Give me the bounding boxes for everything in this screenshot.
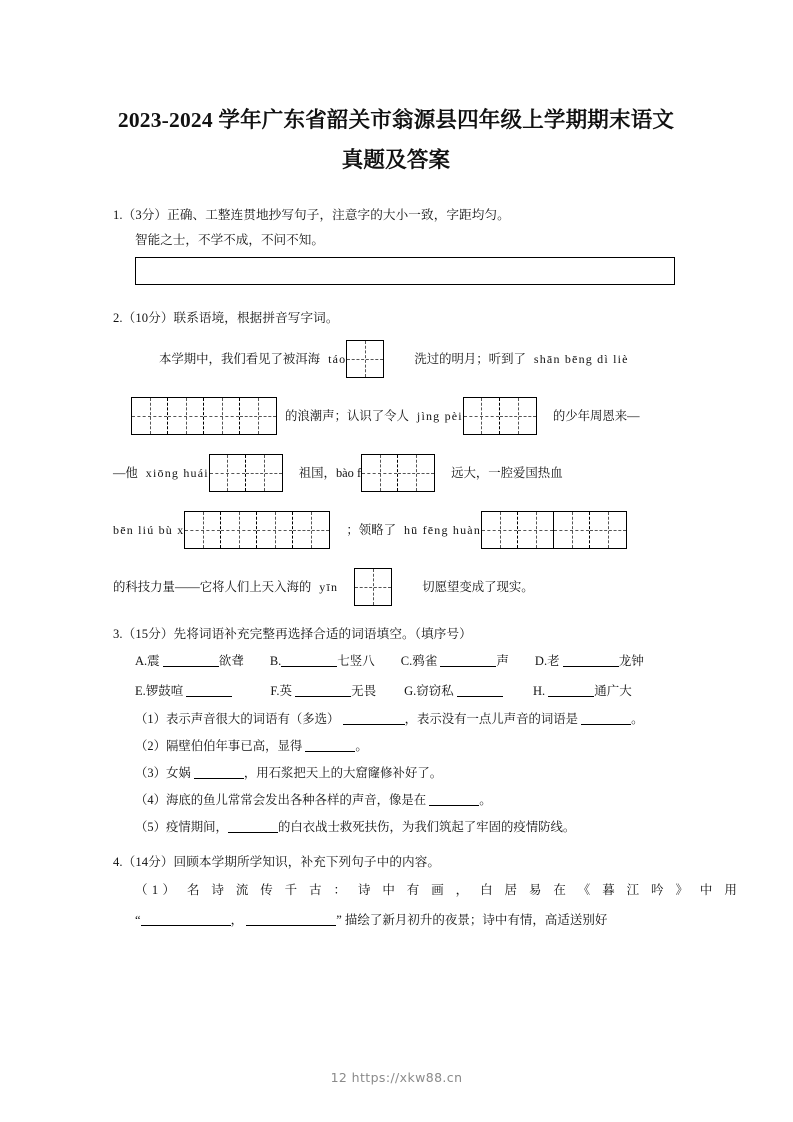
question-3-options-row-1	[113, 646, 683, 676]
q2-r4-pinyin-benliubux: bēn liú bù x	[113, 522, 185, 537]
question-2-row-2	[113, 387, 683, 444]
option-g-pre: 窃窃私	[416, 684, 454, 699]
option-b-post: 七竖八	[337, 654, 375, 669]
option-g-label: G.	[404, 684, 417, 699]
q2-r1-pinyin-tao: táo	[328, 351, 347, 366]
q3-sub2-num: （2）	[135, 739, 166, 754]
option-f	[270, 676, 376, 706]
q3-sub1-pre: 表示声音很大的词语有（多选）	[165, 712, 340, 727]
q4-open-quote: “	[135, 912, 141, 927]
q2-r3-pinyin-xionghuai: xiōng huái	[145, 465, 209, 480]
question-2-stem: 2.（10分）联系语境，根据拼音写字词。	[113, 311, 339, 326]
q3-sub4-num: （4）	[135, 793, 166, 808]
question-3-options-row-2	[113, 676, 683, 706]
question-4-stem: 4.（14分）回顾本学期所学知识，补充下列句子中的内容。	[113, 855, 441, 870]
question-3-sub-3	[113, 760, 683, 787]
q3-sub1-mid: ，表示没有一点儿声音的词语是	[404, 712, 579, 727]
q3-sub2-pre: 隔壁伯伯年事已高，显得	[165, 739, 303, 754]
option-h-blank[interactable]	[548, 696, 594, 697]
q2-r5-text-after: 切愿望变成了现实。	[422, 579, 534, 594]
option-e	[135, 676, 232, 706]
q2-r4-text-mid: ；领略了	[346, 522, 396, 537]
question-2-row-3	[113, 444, 683, 501]
q3-sub5-num: （5）	[135, 820, 166, 835]
question-4-sub-1-line-2	[113, 905, 683, 935]
title-line-2: 真题及答案	[341, 148, 451, 172]
question-2	[113, 311, 683, 615]
option-g	[404, 676, 503, 706]
option-c-pre: 鸦雀	[412, 654, 438, 669]
q3-sub1-post: 。	[631, 712, 644, 727]
q2-r4-grid-2[interactable]	[481, 511, 627, 549]
q3-sub5-pre: 疫情期间，	[165, 820, 228, 835]
q2-r5-pinyin-yin: yīn	[319, 579, 339, 594]
option-h-label: H.	[532, 684, 546, 699]
q2-r3-text-mid: 祖国，bào f	[298, 465, 362, 480]
q4-comma: ，	[230, 912, 244, 927]
question-1	[113, 208, 683, 285]
q2-r2-grid-2[interactable]	[463, 397, 537, 435]
q3-sub1-blank-2[interactable]	[581, 724, 631, 725]
option-d	[535, 646, 644, 676]
option-a-blank[interactable]	[163, 666, 219, 667]
q2-r2-text-after: 的少年周恩来—	[552, 408, 640, 423]
q2-r1-grid-1[interactable]	[346, 340, 384, 378]
q3-sub2-blank-1[interactable]	[305, 751, 355, 752]
q2-r3-text-after: 远大，一腔爱国热血	[451, 465, 563, 480]
option-c-post: 声	[496, 654, 509, 669]
question-4-sub-1-line-1: （1） 名 诗 流 传 千 古 ： 诗 中 有 画 ， 白 居 易 在 《 暮 江 吟 》 中 用	[135, 882, 742, 897]
page-footer-watermark: 12 https://xkw88.cn	[330, 1070, 463, 1085]
question-2-row-1	[113, 330, 683, 387]
option-b-label: B.	[269, 654, 282, 669]
q2-r4-pinyin-hufenghuan: hū fēng huàn	[403, 522, 482, 537]
q3-sub5-post: 的白衣战士救死扶伤，为我们筑起了牢固的疫情防线。	[277, 820, 576, 835]
q2-r2-text-mid: 的浪潮声；认识了令人	[285, 408, 409, 423]
option-e-blank[interactable]	[186, 696, 232, 697]
q3-sub3-blank-1[interactable]	[194, 778, 244, 779]
option-d-pre: 老	[547, 654, 560, 669]
option-h-post: 通广大	[594, 684, 632, 699]
q3-sub3-num: （3）	[135, 766, 166, 781]
option-f-post: 无畏	[351, 684, 377, 699]
q2-r3-text-before: —他	[113, 465, 138, 480]
option-e-pre: 锣鼓喧	[145, 684, 184, 699]
q4-blank-1[interactable]	[141, 925, 231, 926]
option-f-pre: 英	[279, 684, 292, 699]
page-title	[96, 100, 696, 180]
q2-r5-text-before: 的科技力量——它将人们上天入海的	[113, 579, 312, 594]
option-a	[135, 646, 244, 676]
q2-r3-grid-2[interactable]	[361, 454, 435, 492]
q2-r5-grid-1[interactable]	[354, 568, 392, 606]
q3-sub1-blank-1[interactable]	[343, 724, 405, 725]
q3-sub4-post: 。	[479, 793, 492, 808]
option-e-label: E.	[135, 684, 146, 699]
option-b	[270, 646, 375, 676]
option-a-label: A.	[135, 654, 148, 669]
q2-r4-grid-1[interactable]	[184, 511, 330, 549]
q2-r1-text-mid: 洗过的明月；听到了	[414, 351, 526, 366]
option-a-post: 欲聋	[218, 654, 244, 669]
option-g-blank[interactable]	[457, 696, 503, 697]
q3-sub4-pre: 海底的鱼儿常常会发出各种各样的声音，像是在	[165, 793, 427, 808]
question-1-stem: 1.（3分）正确、工整连贯地抄写句子，注意字的大小一致，字距均匀。	[113, 208, 510, 222]
option-f-blank[interactable]	[295, 696, 351, 697]
q2-r2-pinyin-jingpei: jìng pèi	[416, 408, 463, 423]
q2-r3-grid-1[interactable]	[209, 454, 283, 492]
q4-line2-tail: 描绘了新月初升的夜景；诗中有情，高适送别好	[344, 912, 608, 927]
title-line-1: 2023-2024 学年广东省韶关市翁源县四年级上学期期末语文	[117, 108, 675, 132]
question-1-answer-box[interactable]	[135, 257, 675, 285]
option-c	[401, 646, 509, 676]
q3-sub1-num: （1）	[135, 712, 166, 727]
question-4	[113, 855, 742, 934]
option-d-blank[interactable]	[563, 666, 619, 667]
option-f-label: F.	[270, 684, 280, 699]
exam-content	[113, 208, 742, 935]
q2-r1-text-before: 本学期中，我们看见了被洱海	[159, 351, 321, 366]
question-3-sub-1	[113, 706, 683, 733]
question-3-stem: 3.（15分）先将词语补充完整再选择合适的词语填空。（填序号）	[113, 627, 472, 642]
question-2-row-4	[113, 501, 683, 558]
q4-close-quote: ”	[336, 912, 342, 927]
option-b-blank[interactable]	[281, 666, 337, 667]
q3-sub3-pre: 女娲	[165, 766, 191, 781]
question-2-row-5	[113, 558, 683, 615]
option-c-blank[interactable]	[440, 666, 496, 667]
q3-sub2-post: 。	[355, 739, 368, 754]
q3-sub5-blank-1[interactable]	[228, 832, 278, 833]
option-a-pre: 震	[147, 654, 160, 669]
q3-sub4-blank-1[interactable]	[429, 805, 479, 806]
q2-r1-pinyin-shanbengdilie: shān bēng dì liè	[533, 351, 629, 366]
question-3	[113, 627, 683, 841]
option-h	[533, 676, 632, 706]
option-c-label: C.	[400, 654, 413, 669]
question-3-sub-5	[113, 814, 683, 841]
question-3-sub-4	[113, 787, 683, 814]
q4-blank-2[interactable]	[246, 925, 336, 926]
question-3-sub-2	[113, 733, 683, 760]
option-d-label: D.	[534, 654, 548, 669]
question-1-sentence: 智能之士，不学不成，不问不知。	[135, 233, 324, 248]
q3-sub3-post: ，用石浆把天上的大窟窿修补好了。	[243, 766, 443, 781]
option-d-post: 龙钟	[618, 654, 644, 669]
q2-r2-grid-1[interactable]	[131, 397, 277, 435]
